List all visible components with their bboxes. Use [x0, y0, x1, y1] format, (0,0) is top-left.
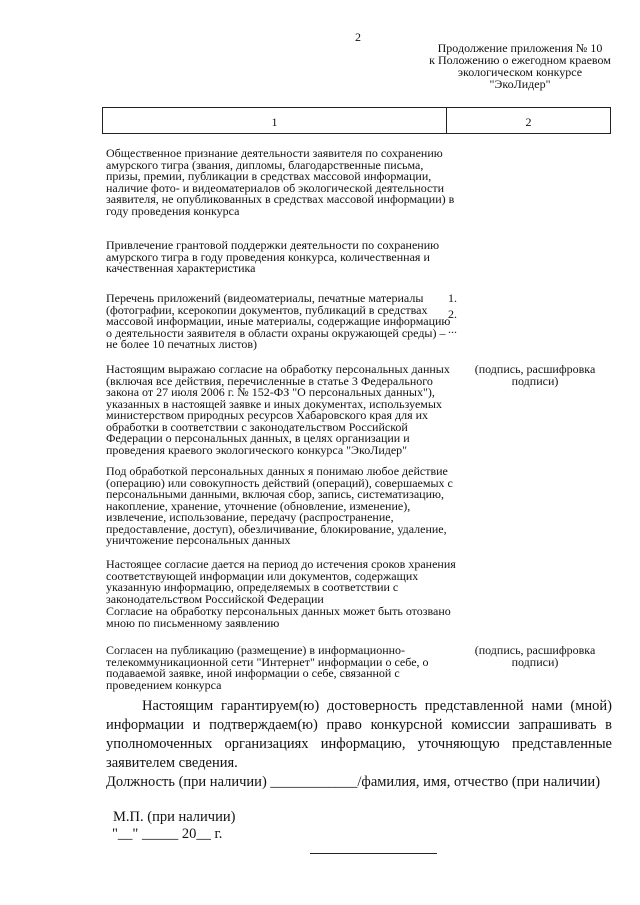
- row-publication: Согласен на публикацию (размещение) в информационно-телекоммуникационной сети "Интернет" информации о себе, о подаваемой заявке, иной информации о себе, связанной с проведением конкурса: [106, 643, 429, 692]
- table-header: [102, 107, 611, 134]
- row-recognition: Общественное признание деятельности заявителя по сохранению амурского тигра (звания, дипломы, благодарственные письма, призы, премии, публикации в средствах массовой информации, наличие фото- и видеоматериалов об экологической деятельности заявителя, не опубликованных в средствах массовой информации) в году проведения конкурса: [106, 146, 455, 218]
- signature-line: [310, 853, 437, 854]
- consent-paragraph-2: Под обработкой персональных данных я понимаю любое действие (операцию) или совокупность действий (операций), совершаемых с персональными данными, включая сбор, запись, систематизацию, накопление, хранение, уточнение (обновление, изменение), извлечение, использование, передачу (распространение, предоставление, доступ), обезличивание, блокирование, удаление, уничтожение персональных данных: [106, 464, 453, 547]
- consent-paragraph-1: Настоящим выражаю согласие на обработку персональных данных (включая все действия, перечисленные в статье 3 Федерального закона от 27 июля 2006 г. № 152-ФЗ "О персональных данных"), указанных в настоящей заявке и иных документах, используемых министерством природных ресурсов Хабаровского края для их обработки в соответствии с законодательством Российской Федерации о персональных данных, в целях организации и проведения краевого экологического конкурса "ЭкоЛидер": [106, 362, 450, 457]
- table-header-col-2: 2: [525, 115, 532, 129]
- stamp-label: М.П. (при наличии): [113, 809, 236, 825]
- consent-paragraph-4: Согласие на обработку персональных данных может быть отозвано мною по письменному заявлению: [106, 604, 451, 630]
- row-grants: Привлечение грантовой поддержки деятельности по сохранению амурского тигра в году проведения конкурса, количественная и качественная характеристика: [106, 238, 440, 275]
- header-line-3: экологическом конкурсе: [457, 65, 583, 79]
- attachment-number-2: 2.: [448, 307, 457, 321]
- signature-caption-1: (подпись, расшифровка подписи): [474, 362, 596, 388]
- table-header-col-1: 1: [271, 115, 278, 129]
- attachment-number-1: 1.: [448, 291, 457, 305]
- attachment-number-3: ...: [448, 322, 457, 336]
- header-line-4: "ЭкоЛидер": [489, 77, 551, 91]
- date-line: "__" _____ 20__ г.: [112, 826, 223, 842]
- guarantee-paragraph: [106, 697, 612, 773]
- consent-paragraph-3: Настоящее согласие дается на период до истечения сроков хранения соответствующей информации или документов, содержащих указанную информацию, определяемых в соответствии с законодательством Российской Федерации: [106, 557, 456, 606]
- guarantee-text: Настоящим гарантируем(ю) достоверность представленной нами (мной) информации и подтверждаем(ю) право конкурсной комиссии запрашивать в уполномоченных организациях информацию, уточняющую представленные заявителем сведения.: [106, 698, 612, 771]
- header-line-1: Продолжение приложения № 10: [437, 41, 603, 55]
- page-number: 2: [355, 30, 361, 44]
- header-line-2: к Положению о ежегодном краевом: [429, 53, 611, 67]
- appendix-header: [360, 42, 640, 90]
- signature-caption-2: (подпись, расшифровка подписи): [474, 643, 596, 669]
- position-line: Должность (при наличии) ____________/фамилия, имя, отчество (при наличии): [106, 774, 601, 790]
- row-attachments: Перечень приложений (видеоматериалы, печатные материалы (фотографии, ксерокопии документов, публикаций в средствах массовой информации, иные материалы, содержащие информацию о деятельности заявителя в области охраны окружающей среды) – не более 10 печатных листов): [106, 291, 451, 351]
